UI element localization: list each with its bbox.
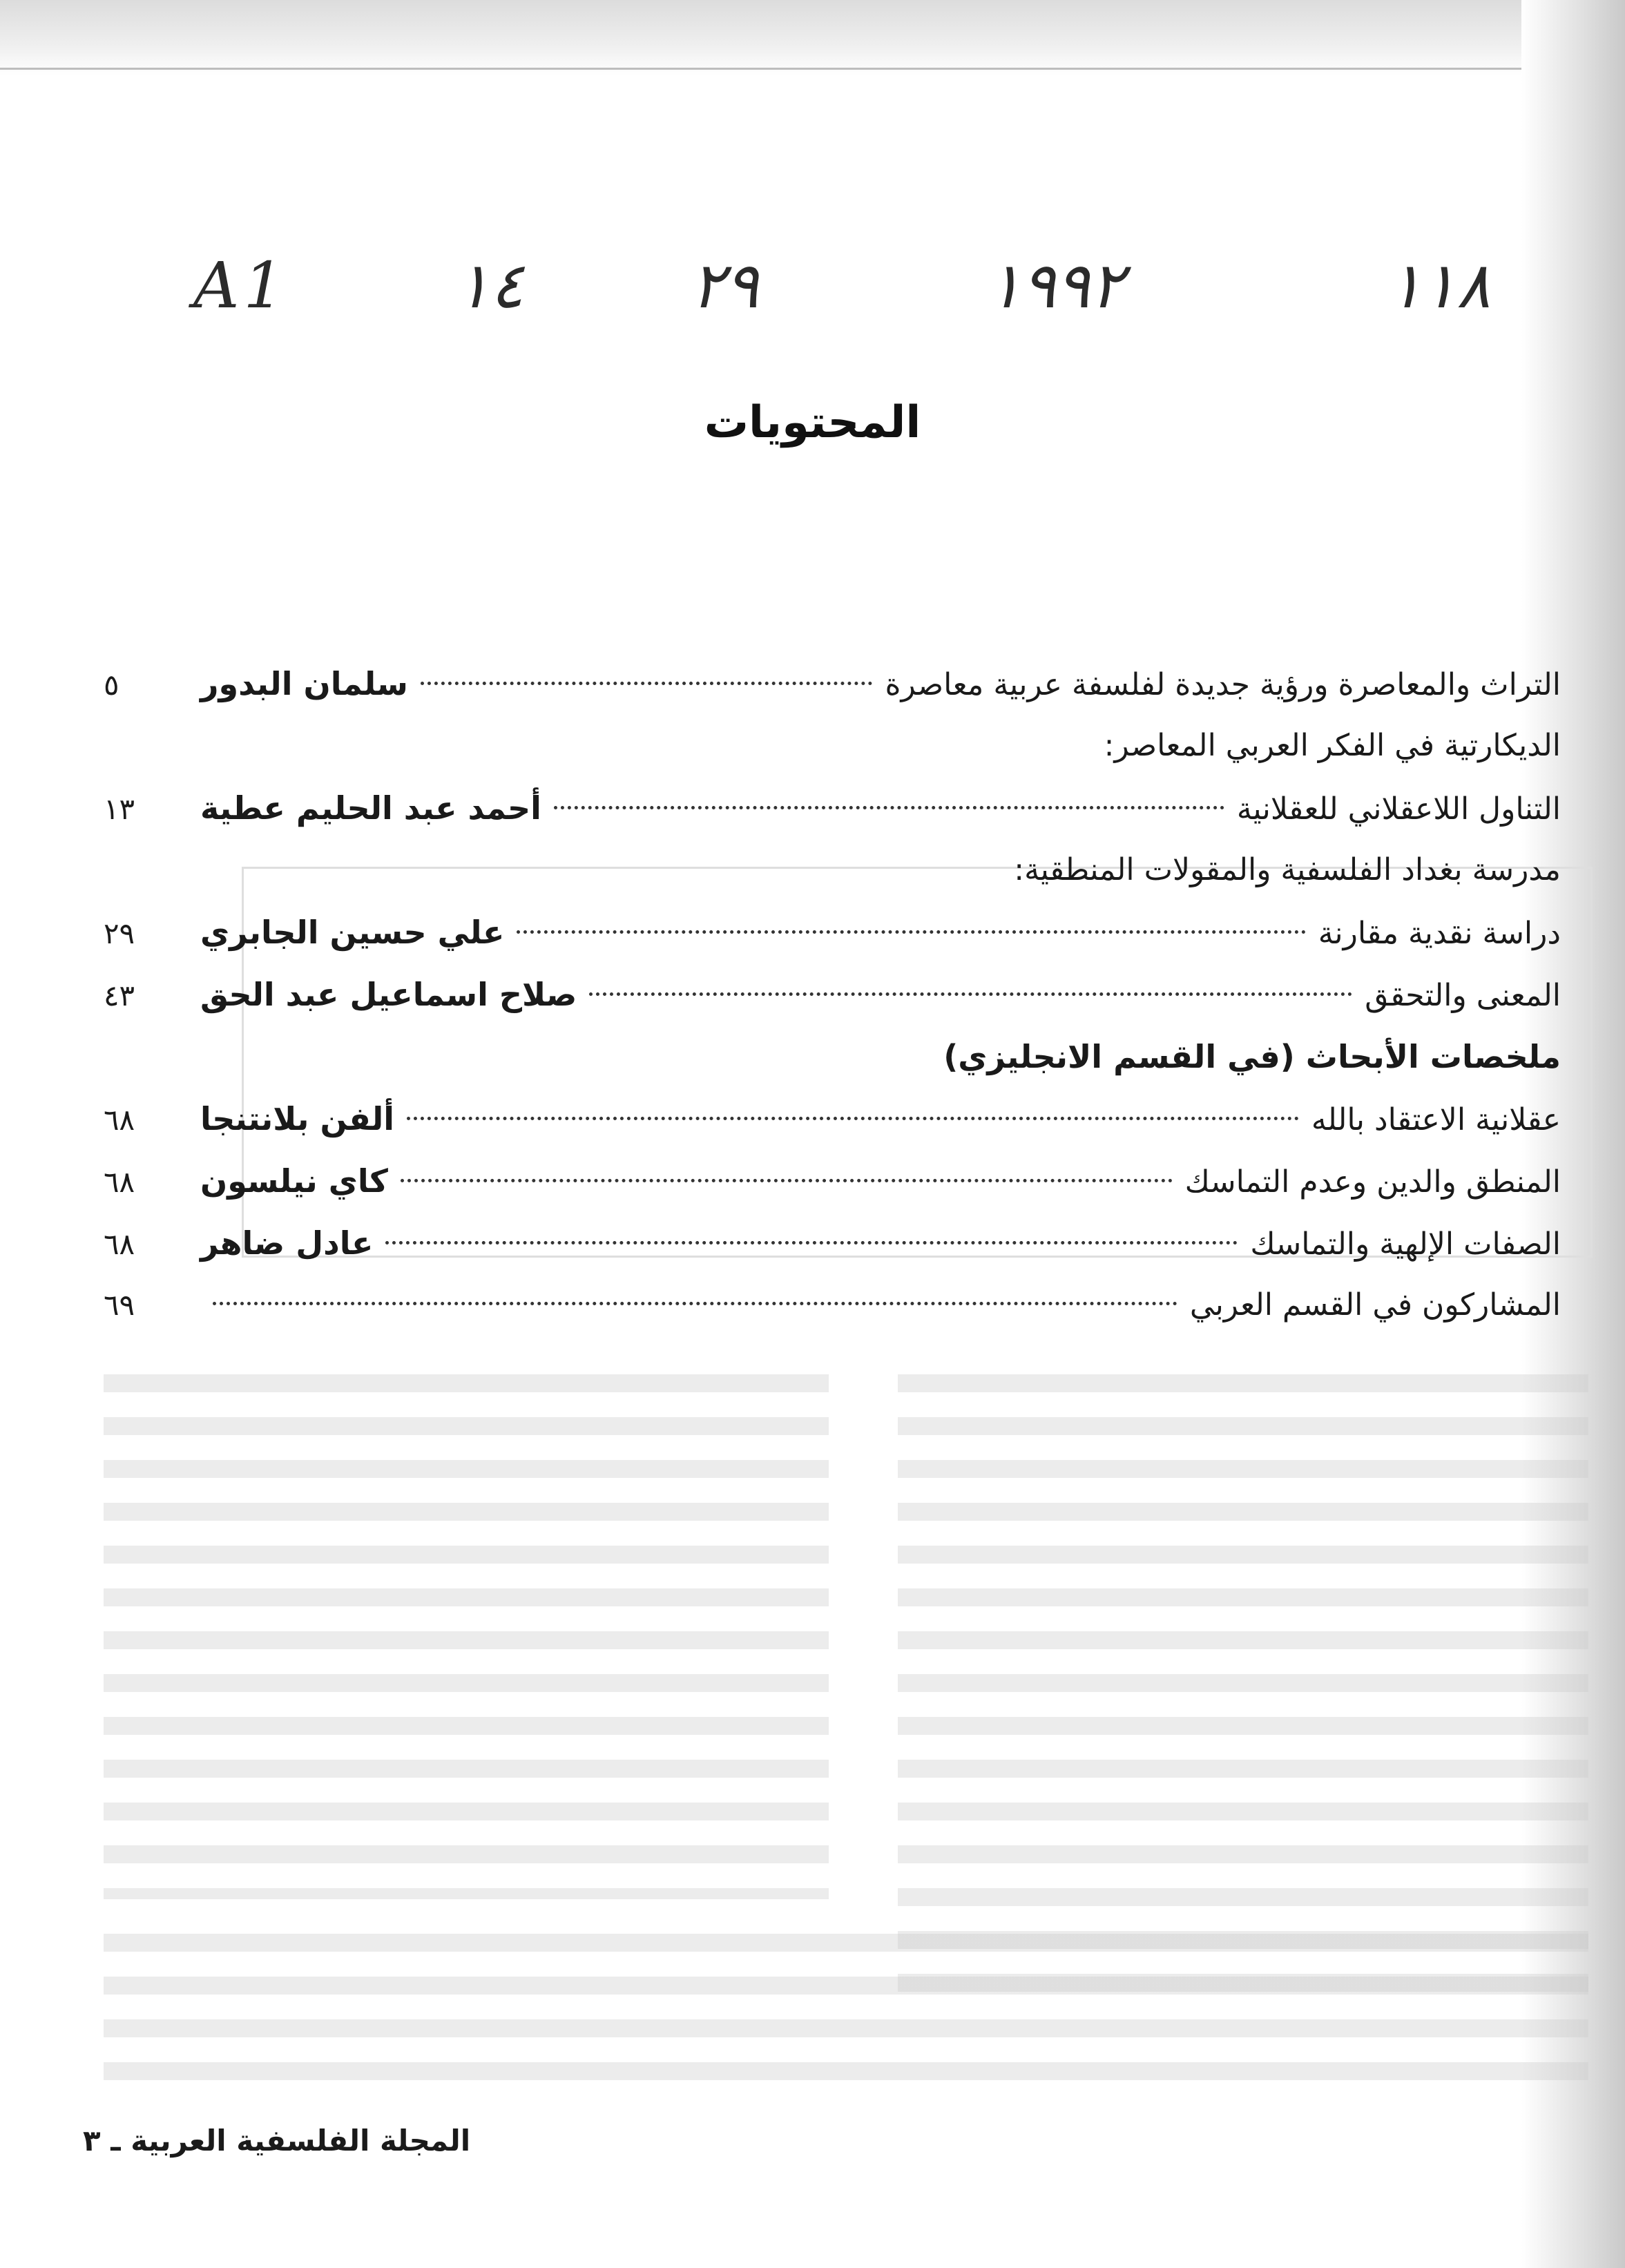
toc-entry-page: ٦٨ [104,1103,135,1137]
toc-entry-page: ٦٩ [104,1288,135,1322]
toc-entry-title: المشاركون في القسم العربي [1189,1287,1561,1323]
toc-entry-page: ٤٣ [104,979,135,1012]
toc-row[interactable] [104,777,1561,839]
toc-dot-leader [421,682,873,685]
toc-group-title: ملخصات الأبحاث (في القسم الانجليزي) [943,1038,1561,1075]
page-footer: المجلة الفلسفية العربية ـ ٣ [83,2124,471,2158]
toc-entry-page: ٢٩ [104,916,135,950]
toc-section-heading [104,839,1561,901]
toc-entry-author: أحمد عبد الحليم عطية [200,789,541,827]
handwritten-note-right: ١١٨ [1388,249,1491,323]
toc-entry-author: صلاح اسماعيل عبد الحق [200,976,577,1013]
table-of-contents [104,653,1561,1336]
toc-group-header [104,1026,1561,1088]
toc-entry-title: التراث والمعاصرة ورؤية جديدة لفلسفة عربية معاصرة [885,667,1561,702]
toc-dot-leader [401,1179,1173,1182]
bleed-through-left-column [104,1374,829,1899]
toc-section-heading [104,715,1561,777]
toc-dot-leader [554,806,1224,809]
bleed-through-footnotes [104,1934,1588,2093]
toc-entry-page: ٦٨ [104,1227,135,1261]
toc-entry-author: عادل ضاهر [200,1224,374,1262]
toc-entry-page: ٥ [104,668,119,702]
toc-dot-leader [407,1117,1299,1120]
toc-dot-leader [213,1302,1177,1305]
toc-section-title: مدرسة بغداد الفلسفية والمقولات المنطقية: [1014,852,1561,887]
toc-dot-leader [385,1241,1238,1244]
toc-entry-author: ألفن بلانتنجا [200,1100,395,1137]
toc-entry-page: ١٣ [104,792,135,826]
toc-entry-author: علي حسين الجابري [200,914,505,951]
toc-entry-author: سلمان البدور [200,665,408,702]
toc-entry-page: ٦٨ [104,1165,135,1199]
toc-row[interactable] [104,653,1561,715]
handwritten-note-year: ١٩٩٢ [988,249,1124,323]
toc-entry-title: دراسة نقدية مقارنة [1318,916,1561,951]
toc-entry-author: كاي نيلسون [200,1162,388,1200]
toc-row[interactable] [104,1088,1561,1150]
page-title: المحتويات [704,397,921,448]
toc-entry-title: المنطق والدين وعدم التماسك [1184,1164,1561,1200]
toc-row[interactable] [104,963,1561,1026]
toc-dot-leader [517,930,1305,934]
handwritten-note-left: A1 [193,249,288,323]
toc-row[interactable] [104,1274,1561,1336]
toc-section-title: الديكارتية في الفكر العربي المعاصر: [1104,728,1561,763]
toc-entry-title: المعنى والتحقق [1365,978,1561,1013]
toc-row[interactable] [104,1150,1561,1212]
toc-entry-title: التناول اللاعقلاني للعقلانية [1236,791,1561,827]
handwritten-note-number-2: ٢٩ [691,249,759,323]
toc-dot-leader [589,992,1352,996]
toc-entry-title: عقلانية الاعتقاد بالله [1311,1102,1561,1137]
top-rule [0,68,1540,70]
toc-entry-title: الصفات الإلهية والتماسك [1250,1227,1561,1262]
bleed-through-right-column [898,1374,1588,1996]
handwritten-note-number-1: ١٤ [456,249,524,323]
toc-row[interactable] [104,901,1561,963]
page-edge-top [0,0,1625,76]
toc-row[interactable] [104,1212,1561,1274]
